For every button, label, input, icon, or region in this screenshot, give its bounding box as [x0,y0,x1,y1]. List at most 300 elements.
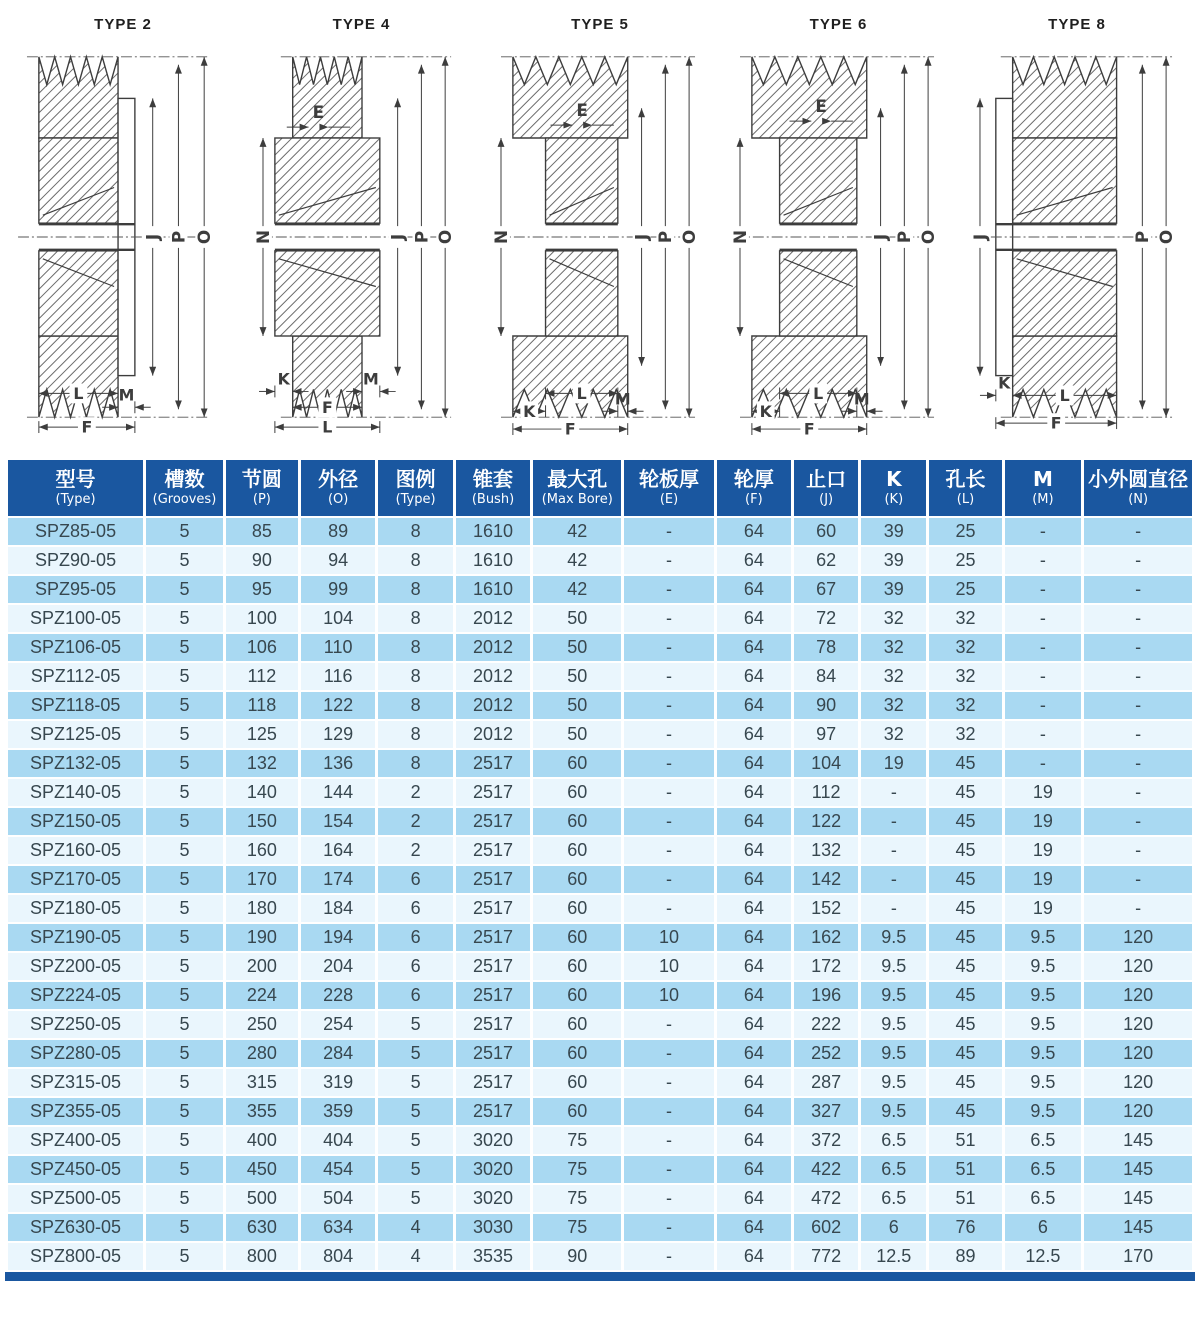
spec-cell: 50 [533,605,621,632]
spec-cell: 75 [533,1156,621,1183]
spec-cell: 1610 [456,547,530,574]
spec-cell: 104 [794,750,858,777]
spec-cell: 9.5 [1005,1040,1082,1067]
spec-cell: 106 [226,634,298,661]
dim-label-p: P [893,230,914,244]
spec-cell: 252 [794,1040,858,1067]
spec-cell: 64 [717,518,791,545]
column-header-zh: 节圆 [241,467,282,491]
spec-cell: 64 [717,1098,791,1125]
spec-cell: 5 [146,982,223,1009]
spec-cell: 45 [929,895,1001,922]
model-cell: SPZ315-05 [8,1069,143,1096]
model-cell: SPZ800-05 [8,1243,143,1270]
spec-cell: 2 [378,779,452,806]
column-header [861,460,926,516]
spec-cell: 45 [929,924,1001,951]
header-row [8,460,1192,516]
spec-cell: - [624,605,713,632]
spec-cell: - [1005,547,1082,574]
model-cell: SPZ132-05 [8,750,143,777]
column-header [1084,460,1192,516]
spec-cell: 170 [1084,1243,1192,1270]
spec-cell: 12.5 [1005,1243,1082,1270]
dim-label-f: F [1050,413,1062,433]
spec-cell: 170 [226,866,298,893]
spec-cell: 5 [378,1127,452,1154]
dim-label-n: N [729,229,750,245]
spec-cell: - [624,547,713,574]
spec-cell: 110 [301,634,375,661]
spec-cell: 3020 [456,1156,530,1183]
table-row [8,982,1192,1009]
spec-cell: 32 [929,634,1001,661]
column-header-en: (L) [956,492,975,507]
spec-cell: 4 [378,1214,452,1241]
spec-cell: 45 [929,837,1001,864]
table-row [8,692,1192,719]
spec-cell: 145 [1084,1214,1192,1241]
spec-cell: - [624,721,713,748]
spec-cell: 64 [717,924,791,951]
spec-cell: 8 [378,605,452,632]
spec-cell: 64 [717,1214,791,1241]
column-header [8,460,143,516]
spec-cell: 64 [717,953,791,980]
spec-cell: 2 [378,837,452,864]
spec-cell: - [1084,605,1192,632]
diagram-title: TYPE 8 [1048,16,1106,33]
spec-cell: 472 [794,1185,858,1212]
spec-cell: 60 [533,750,621,777]
spec-cell: 95 [226,576,298,603]
column-header-en: (Bush) [471,492,515,507]
spec-cell: 404 [301,1127,375,1154]
column-header-en: (O) [327,492,349,507]
spec-cell: 42 [533,547,621,574]
spec-cell: - [1084,518,1192,545]
column-header [717,460,791,516]
table-row [8,1040,1192,1067]
dim-label-k: K [998,373,1011,393]
column-header [456,460,530,516]
spec-cell: 19 [1005,837,1082,864]
spec-cell: 5 [378,1011,452,1038]
column-header-zh: 止口 [806,467,847,491]
spec-cell: 5 [378,1156,452,1183]
spec-cell: 118 [226,692,298,719]
column-header-en: (Grooves) [152,492,217,507]
column-header-zh: 轮厚 [733,467,774,491]
model-cell: SPZ355-05 [8,1098,143,1125]
spec-cell: 2517 [456,982,530,1009]
diagram-type2 [8,0,238,458]
spec-cell: - [1084,779,1192,806]
spec-cell: 45 [929,982,1001,1009]
spec-cell: 45 [929,1011,1001,1038]
table-row [8,576,1192,603]
spec-cell: - [1005,518,1082,545]
model-cell: SPZ450-05 [8,1156,143,1183]
dim-label-k: K [759,401,772,421]
spec-cell: 327 [794,1098,858,1125]
table-row [8,779,1192,806]
spec-cell: 51 [929,1156,1001,1183]
column-header-zh: 轮板厚 [639,467,699,491]
spec-cell: 6 [378,924,452,951]
spec-cell: 9.5 [1005,1069,1082,1096]
spec-cell: 9.5 [1005,1011,1082,1038]
dim-label-j: J [869,233,890,241]
spec-cell: 2 [378,808,452,835]
spec-cell: 5 [146,1040,223,1067]
spec-cell: - [1005,721,1082,748]
spec-cell: 90 [794,692,858,719]
dim-label-p: P [168,230,189,244]
column-header-zh: 外径 [318,467,359,491]
spec-cell: 60 [533,1069,621,1096]
spec-cell: 64 [717,576,791,603]
diagram-title: TYPE 5 [571,16,629,33]
spec-cell: 140 [226,779,298,806]
dim-label-o: O [194,229,215,245]
table-row [8,1098,1192,1125]
spec-cell: - [1005,750,1082,777]
table-row [8,837,1192,864]
spec-cell: 5 [146,866,223,893]
column-header-zh: 槽数 [164,467,205,491]
spec-cell: 90 [226,547,298,574]
spec-cell: 64 [717,1069,791,1096]
spec-cell: 5 [146,924,223,951]
column-header [1005,460,1082,516]
dim-label-e: E [312,102,324,123]
table-row [8,721,1192,748]
spec-cell: 60 [533,808,621,835]
table-row [8,634,1192,661]
spec-cell: 5 [146,518,223,545]
spec-cell: 45 [929,1069,1001,1096]
dim-label-p: P [410,230,431,244]
spec-cell: 132 [794,837,858,864]
model-cell: SPZ630-05 [8,1214,143,1241]
spec-cell: 372 [794,1127,858,1154]
column-header-zh: M [1032,467,1053,491]
spec-cell: 85 [226,518,298,545]
spec-cell: - [624,1156,713,1183]
spec-cell: 64 [717,808,791,835]
spec-cell: 9.5 [1005,924,1082,951]
spec-cell: 145 [1084,1156,1192,1183]
column-header-en: (Type) [395,492,436,507]
spec-cell: 6.5 [861,1185,926,1212]
pulley-drawing-type8 [968,39,1186,435]
spec-cell: 120 [1084,1098,1192,1125]
spec-cell: 64 [717,1040,791,1067]
column-header-zh: 最大孔 [547,467,608,491]
spec-cell: 5 [146,692,223,719]
spec-cell: 6 [1005,1214,1082,1241]
dim-label-m: M [362,369,379,389]
spec-cell: 120 [1084,982,1192,1009]
spec-cell: - [624,837,713,864]
model-cell: SPZ100-05 [8,605,143,632]
spec-cell: 39 [861,576,926,603]
spec-cell: 2012 [456,721,530,748]
spec-cell: - [624,1011,713,1038]
spec-cell: 32 [929,692,1001,719]
spec-cell: 6.5 [1005,1156,1082,1183]
spec-cell: 120 [1084,1040,1192,1067]
dim-label-l: L [321,417,332,435]
spec-cell: 1610 [456,518,530,545]
spec-cell: 45 [929,750,1001,777]
spec-cell: 45 [929,779,1001,806]
spec-cell: 25 [929,547,1001,574]
spec-cell: 6.5 [1005,1185,1082,1212]
spec-cell: 120 [1084,1069,1192,1096]
spec-cell: 204 [301,953,375,980]
table-row [8,1214,1192,1241]
table-row [8,866,1192,893]
spec-cell: 5 [146,663,223,690]
spec-cell: - [624,1243,713,1270]
spec-cell: 9.5 [861,1011,926,1038]
spec-cell: - [624,1185,713,1212]
spec-cell: 32 [861,634,926,661]
column-header-zh: 锥套 [472,467,513,491]
spec-cell: 2517 [456,866,530,893]
spec-cell: 9.5 [861,982,926,1009]
spec-cell: 2517 [456,1098,530,1125]
dim-label-l: L [73,383,84,403]
spec-cell: 89 [301,518,375,545]
spec-cell: 8 [378,663,452,690]
spec-cell: - [624,576,713,603]
spec-cell: - [624,1069,713,1096]
spec-cell: - [624,692,713,719]
spec-cell: 8 [378,518,452,545]
spec-cell: 2012 [456,605,530,632]
spec-cell: 2517 [456,1069,530,1096]
spec-cell: 99 [301,576,375,603]
model-cell: SPZ118-05 [8,692,143,719]
pulley-diagrams-row [0,0,1200,458]
spec-cell: 94 [301,547,375,574]
spec-cell: 224 [226,982,298,1009]
model-cell: SPZ400-05 [8,1127,143,1154]
spec-cell: 64 [717,1185,791,1212]
spec-cell: 32 [929,663,1001,690]
spec-cell: 184 [301,895,375,922]
spec-cell: - [1084,808,1192,835]
spec-cell: 145 [1084,1185,1192,1212]
model-cell: SPZ170-05 [8,866,143,893]
spec-cell: 62 [794,547,858,574]
spec-cell: 190 [226,924,298,951]
spec-cell: 172 [794,953,858,980]
dim-label-n: N [491,229,511,245]
spec-cell: 51 [929,1185,1001,1212]
column-header-en: (J) [819,492,834,507]
diagram-type6 [724,0,954,458]
model-cell: SPZ140-05 [8,779,143,806]
spec-cell: - [624,518,713,545]
spec-cell: 32 [929,605,1001,632]
spec-cell: 8 [378,750,452,777]
model-cell: SPZ500-05 [8,1185,143,1212]
spec-cell: 32 [929,721,1001,748]
spec-cell: - [861,808,926,835]
spec-cell: 120 [1084,953,1192,980]
spec-cell: 112 [794,779,858,806]
spec-cell: 45 [929,1098,1001,1125]
column-header [226,460,298,516]
spec-cell: 84 [794,663,858,690]
spec-cell: 60 [533,953,621,980]
spec-cell: - [1084,692,1192,719]
spec-cell: 150 [226,808,298,835]
spec-cell: 5 [378,1069,452,1096]
spec-cell: 64 [717,634,791,661]
dim-label-j: J [142,233,163,241]
diagram-title: TYPE 2 [94,16,152,33]
spec-cell: 132 [226,750,298,777]
spec-cell: 112 [226,663,298,690]
spec-cell: 42 [533,518,621,545]
spec-cell: 120 [1084,1011,1192,1038]
spec-cell: - [861,837,926,864]
spec-cell: 64 [717,1011,791,1038]
model-cell: SPZ190-05 [8,924,143,951]
spec-cell: 152 [794,895,858,922]
spec-cell: 19 [1005,866,1082,893]
spec-cell: 64 [717,750,791,777]
table-bottom-bar [5,1272,1195,1281]
spec-cell: 64 [717,663,791,690]
spec-cell: 25 [929,576,1001,603]
spec-cell: 9.5 [861,1040,926,1067]
spec-cell: 3020 [456,1185,530,1212]
spec-cell: 64 [717,837,791,864]
spec-cell: 2517 [456,1011,530,1038]
dim-label-n: N [252,229,273,245]
spec-cell: 25 [929,518,1001,545]
spec-cell: 5 [146,750,223,777]
spec-cell: 2517 [456,895,530,922]
spec-cell: 3030 [456,1214,530,1241]
diagram-type4 [247,0,477,458]
spec-cell: 10 [624,982,713,1009]
dim-label-e: E [814,96,827,117]
spec-cell: - [624,1127,713,1154]
spec-cell: 60 [533,895,621,922]
model-cell: SPZ85-05 [8,518,143,545]
dim-label-j: J [969,233,990,241]
spec-cell: 602 [794,1214,858,1241]
spec-cell: 2517 [456,750,530,777]
spec-cell: - [861,779,926,806]
spec-cell: 800 [226,1243,298,1270]
spec-cell: 145 [1084,1127,1192,1154]
spec-cell: - [624,808,713,835]
spec-cell: 5 [146,547,223,574]
spec-cell: 2517 [456,837,530,864]
spec-cell: 504 [301,1185,375,1212]
column-header-en: (P) [252,492,271,507]
spec-cell: - [1084,634,1192,661]
spec-cell: 32 [861,721,926,748]
spec-cell: 64 [717,866,791,893]
spec-cell: 129 [301,721,375,748]
table-row [8,1011,1192,1038]
spec-cell: - [1084,750,1192,777]
spec-cell: 60 [533,837,621,864]
spec-cell: - [861,866,926,893]
table-row [8,953,1192,980]
spec-cell: 634 [301,1214,375,1241]
spec-cell: 45 [929,866,1001,893]
spec-cell: - [624,895,713,922]
spec-cell: 5 [146,1011,223,1038]
spec-cell: 194 [301,924,375,951]
model-cell: SPZ250-05 [8,1011,143,1038]
spec-cell: 32 [861,692,926,719]
spec-cell: 9.5 [1005,1098,1082,1125]
spec-cell: 142 [794,866,858,893]
spec-cell: - [1005,663,1082,690]
spec-cell: 315 [226,1069,298,1096]
table-row [8,518,1192,545]
spec-cell: 6 [378,895,452,922]
column-header-zh: K [886,467,902,491]
diagram-title: TYPE 6 [809,16,868,33]
spec-cell: 5 [378,1185,452,1212]
spec-cell: - [1084,663,1192,690]
dim-label-f: F [81,417,93,435]
spec-cell: 228 [301,982,375,1009]
dim-label-f: F [564,419,576,435]
spec-cell: 90 [533,1243,621,1270]
spec-cell: 5 [146,1127,223,1154]
spec-cell: 45 [929,808,1001,835]
dim-label-m: M [853,389,870,409]
spec-cell: - [624,1214,713,1241]
spec-cell: 500 [226,1185,298,1212]
spec-cell: - [1005,692,1082,719]
spec-cell: - [1084,866,1192,893]
spec-cell: 50 [533,663,621,690]
model-cell: SPZ180-05 [8,895,143,922]
spec-cell: 254 [301,1011,375,1038]
spec-cell: 5 [146,953,223,980]
model-cell: SPZ95-05 [8,576,143,603]
spec-table [5,458,1195,1272]
column-header [533,460,621,516]
spec-cell: 222 [794,1011,858,1038]
spec-cell: 5 [146,1214,223,1241]
spec-cell: 5 [146,779,223,806]
dim-label-l: L [1059,385,1070,405]
spec-cell: 5 [146,837,223,864]
spec-cell: 3020 [456,1127,530,1154]
dim-label-o: O [917,229,938,245]
column-header-en: (F) [745,492,763,507]
spec-cell: 2517 [456,924,530,951]
spec-cell: - [1084,837,1192,864]
spec-cell: 72 [794,605,858,632]
spec-cell: 9.5 [1005,982,1082,1009]
